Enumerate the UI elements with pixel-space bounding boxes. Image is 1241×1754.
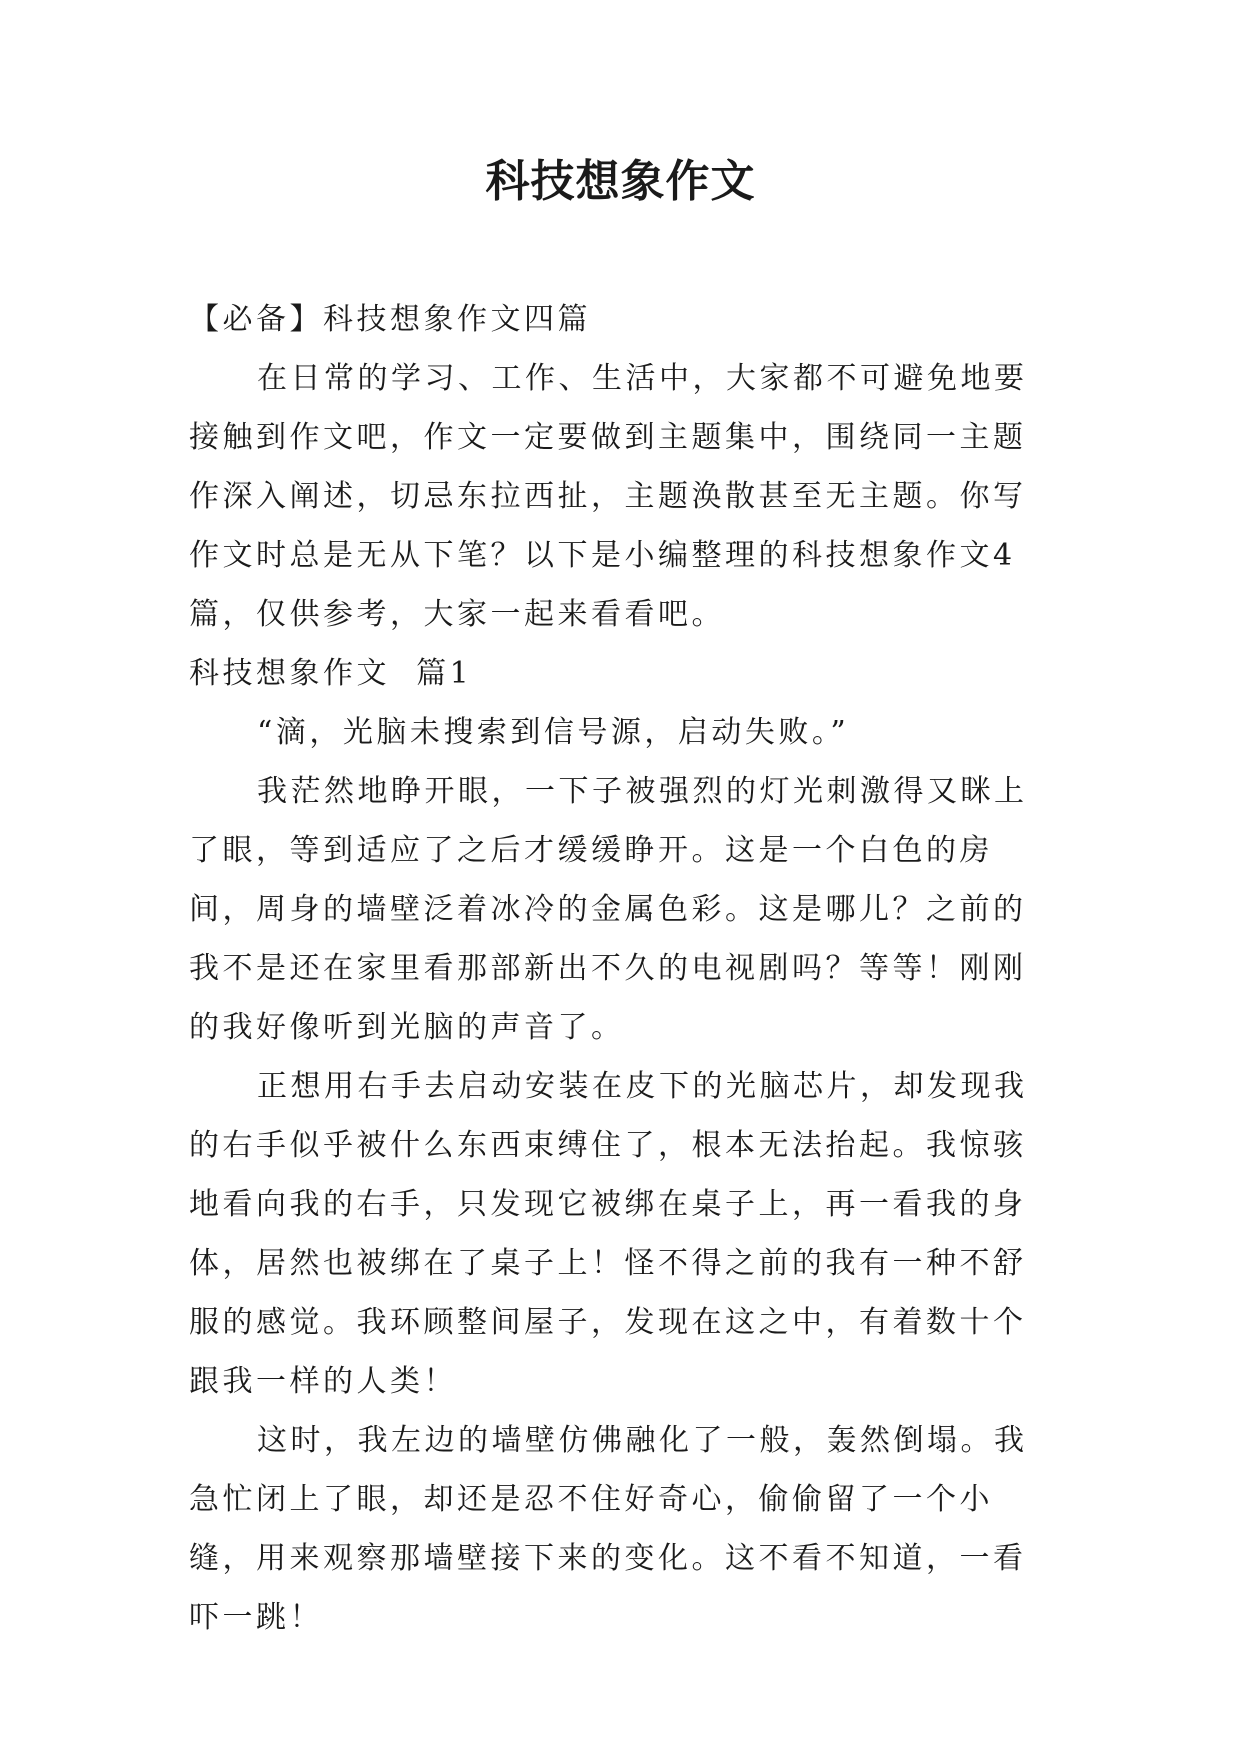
story-paragraph: 正想用右手去启动安装在皮下的光脑芯片，却发现我的右手似乎被什么东西束缚住了，根本无法抬起。我惊骇地看向我的右手，只发现它被绑在桌子上，再一看我的身体，居然也被绑在了桌子上！怪不得之前的我有一种不舒服的感觉。我环顾整间屋子，发现在这之中，有着数十个跟我一样的人类！ [189,1069,1028,1399]
intro-paragraph: 在日常的学习、工作、生活中，大家都不可避免地要接触到作文吧，作文一定要做到主题集中，围绕同一主题作深入阐述，切忌东拉西扯，主题涣散甚至无主题。你写作文时总是无从下笔？以下是小编整理的科技想象作文4篇，仅供参考，大家一起来看看吧。 [189,361,1028,632]
story-paragraph: 这时，我左边的墙壁仿佛融化了一般，轰然倒塌。我急忙闭上了眼，却还是忍不住好奇心，偷偷留了一个小缝，用来观察那墙壁接下来的变化。这不看不知道，一看吓一跳！ [189,1423,1028,1635]
document-title: 科技想象作文 [485,156,756,207]
document-body [189,290,1059,1647]
document-subtitle: 【必备】科技想象作文四篇 [189,302,591,337]
story-paragraph: “滴，光脑未搜索到信号源，启动失败。” [257,715,850,750]
section-heading: 科技想象作文 篇1 [189,656,473,691]
story-paragraph: 我茫然地睁开眼，一下子被强烈的灯光刺激得又眯上了眼，等到适应了之后才缓缓睁开。这是一个白色的房间，周身的墙壁泛着冰冷的金属色彩。这是哪儿？之前的我不是还在家里看那部新出不久的电视剧吗？等等！刚刚的我好像听到光脑的声音了。 [189,774,1028,1045]
